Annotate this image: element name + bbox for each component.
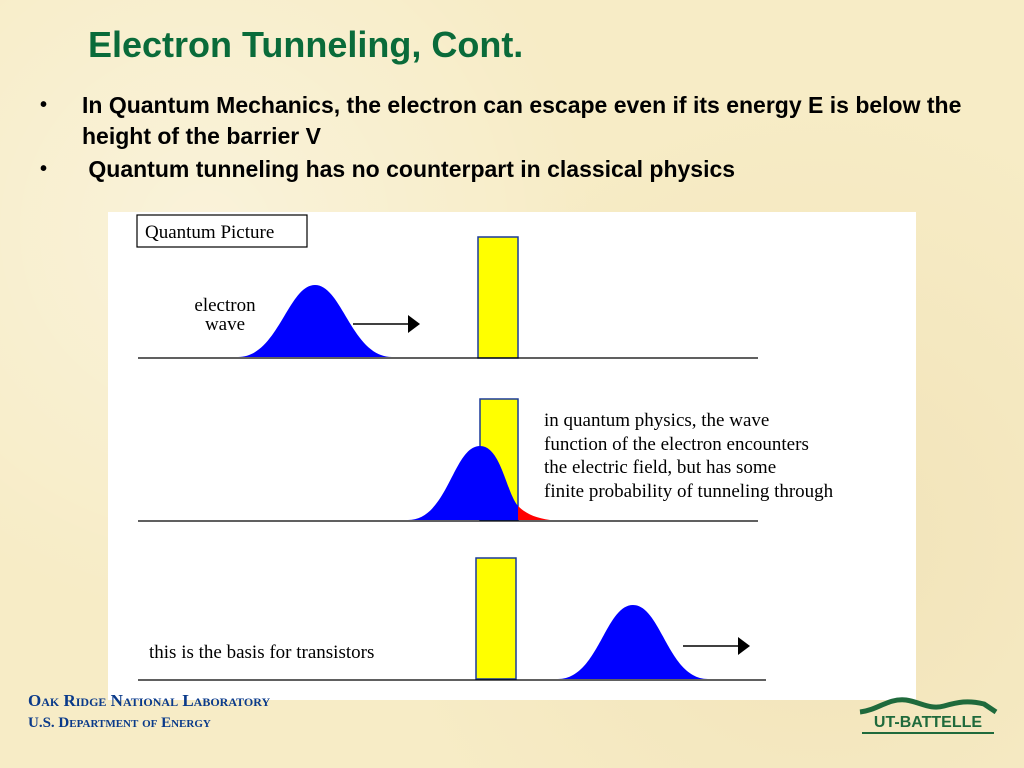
bullet-list bbox=[34, 90, 994, 187]
barrier-1 bbox=[478, 237, 518, 358]
org-name: Oak Ridge National Laboratory bbox=[28, 691, 271, 710]
tunneling-tail bbox=[518, 506, 550, 520]
arrow-head-icon-1 bbox=[408, 315, 420, 333]
bullet-item bbox=[34, 154, 994, 185]
wave-label: wave bbox=[204, 314, 246, 335]
tunnel-text-line: function of the electron encounters bbox=[544, 434, 809, 455]
bullet-text: In Quantum Mechanics, the electron can escape even if its energy E is below the height of the barrier V bbox=[82, 92, 962, 149]
bullet-dot-icon: • bbox=[40, 158, 48, 180]
electron-label: electron bbox=[194, 295, 256, 316]
arrow-head-icon-3 bbox=[738, 637, 750, 655]
tunnel-text-line: finite probability of tunneling through bbox=[544, 481, 834, 502]
logo-text: UT-BATTELLE bbox=[873, 714, 983, 731]
bullet-item bbox=[34, 90, 994, 152]
mountain-logo-icon bbox=[858, 694, 998, 740]
barrier-3 bbox=[476, 558, 516, 679]
electron-wave-packet-1 bbox=[238, 285, 392, 357]
bullet-dot-icon: • bbox=[40, 94, 48, 116]
tunnel-text-line: in quantum physics, the wave bbox=[544, 410, 770, 431]
electron-wave-packet-3 bbox=[558, 605, 708, 679]
figure-canvas bbox=[108, 212, 916, 700]
ut-battelle-logo bbox=[858, 694, 998, 740]
footer-organization bbox=[28, 690, 270, 734]
bullet-text: Quantum tunneling has no counterpart in classical physics bbox=[82, 156, 736, 182]
department-name: U.S. Department of Energy bbox=[28, 715, 211, 731]
quantum-picture-figure bbox=[108, 212, 916, 700]
transistor-label: this is the basis for transistors bbox=[149, 642, 375, 663]
tunnel-text-line: the electric field, but has some bbox=[544, 457, 777, 478]
slide-title: Electron Tunneling, Cont. bbox=[88, 24, 524, 65]
box-label: Quantum Picture bbox=[145, 222, 275, 243]
